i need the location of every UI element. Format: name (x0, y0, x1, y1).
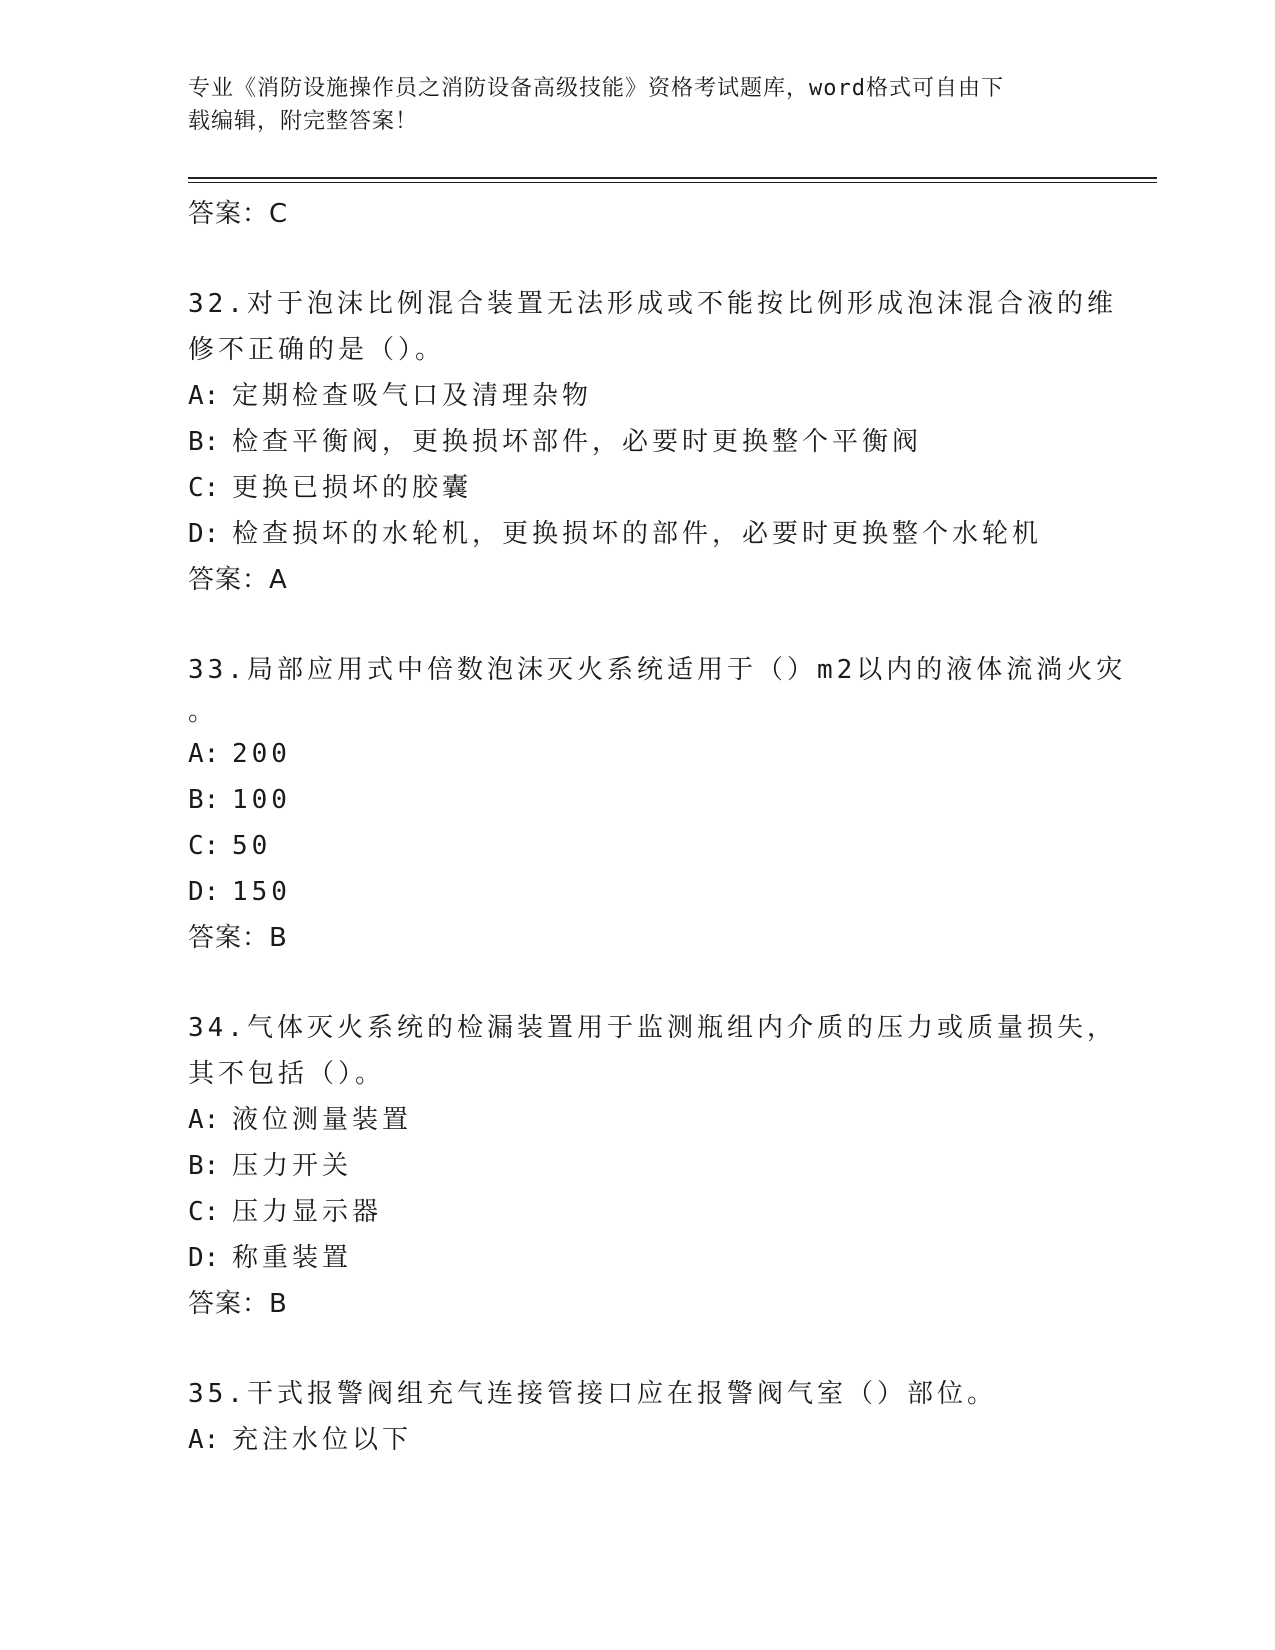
option-letter: B: (188, 785, 220, 815)
header-line-2: 载编辑，附完整答案！ (188, 109, 419, 134)
option-text: 50 (232, 831, 272, 861)
option-c (188, 823, 1088, 869)
option-a (188, 731, 1088, 777)
option-letter: B: (188, 427, 220, 457)
option-b (188, 419, 1088, 465)
option-b (188, 777, 1088, 823)
option-letter: C: (188, 1197, 220, 1227)
option-letter: D: (188, 1243, 220, 1273)
option-text: 压力显示器 (232, 1197, 383, 1227)
option-text: 液位测量装置 (232, 1105, 413, 1135)
option-letter: A: (188, 381, 220, 411)
option-letter: C: (188, 473, 220, 503)
question-text: 32.对于泡沫比例混合装置无法形成或不能按比例形成泡沫混合液的维 (188, 289, 1117, 319)
option-text: 称重装置 (232, 1243, 353, 1273)
option-letter: D: (188, 877, 220, 907)
answer-line: 答案：B (188, 1289, 288, 1319)
header-divider-thick (188, 177, 1157, 179)
option-d (188, 869, 1088, 915)
option-d (188, 1235, 1088, 1281)
option-letter: B: (188, 1151, 220, 1181)
question-text: 34.气体灭火系统的检漏装置用于监测瓶组内介质的压力或质量损失， (188, 1013, 1117, 1043)
answer-line: 答案：C (188, 199, 289, 229)
option-text: 检查平衡阀，更换损坏部件，必要时更换整个平衡阀 (232, 427, 923, 457)
option-text: 150 (232, 877, 291, 907)
header-line-1: 专业《消防设施操作员之消防设备高级技能》资格考试题库，word格式可自由下 (188, 76, 1004, 101)
option-letter: A: (188, 1425, 220, 1455)
header-divider-thin (188, 182, 1157, 183)
question-text: 35.干式报警阀组充气连接管接口应在报警阀气室（）部位。 (188, 1379, 997, 1409)
question-text: 修不正确的是（）。 (188, 335, 446, 365)
option-d (188, 511, 1088, 557)
option-text: 充注水位以下 (232, 1425, 413, 1455)
option-b (188, 1143, 1088, 1189)
document-header (188, 72, 1068, 138)
option-letter: D: (188, 519, 220, 549)
question-block (188, 281, 1117, 603)
option-letter: C: (188, 831, 220, 861)
answer-line: 答案：B (188, 923, 288, 953)
option-text: 100 (232, 785, 291, 815)
question-text: 33.局部应用式中倍数泡沫灭火系统适用于（）m2以内的液体流淌火灾 (188, 655, 1127, 685)
question-block (188, 1005, 1117, 1327)
option-c (188, 465, 1088, 511)
answer-line: 答案：A (188, 565, 288, 595)
option-a (188, 373, 1088, 419)
question-list (188, 191, 1127, 1463)
option-text: 200 (232, 739, 291, 769)
option-text: 定期检查吸气口及清理杂物 (232, 381, 593, 411)
question-block (188, 1371, 1088, 1463)
question-text: 。 (188, 697, 219, 727)
question-text: 其不包括（）。 (188, 1059, 386, 1089)
option-text: 更换已损坏的胶囊 (232, 473, 473, 503)
option-text: 压力开关 (232, 1151, 353, 1181)
question-block (188, 647, 1127, 961)
option-letter: A: (188, 739, 220, 769)
option-a (188, 1097, 1088, 1143)
option-letter: A: (188, 1105, 220, 1135)
option-c (188, 1189, 1088, 1235)
option-a (188, 1417, 1088, 1463)
option-text: 检查损坏的水轮机，更换损坏的部件，必要时更换整个水轮机 (232, 519, 1043, 549)
